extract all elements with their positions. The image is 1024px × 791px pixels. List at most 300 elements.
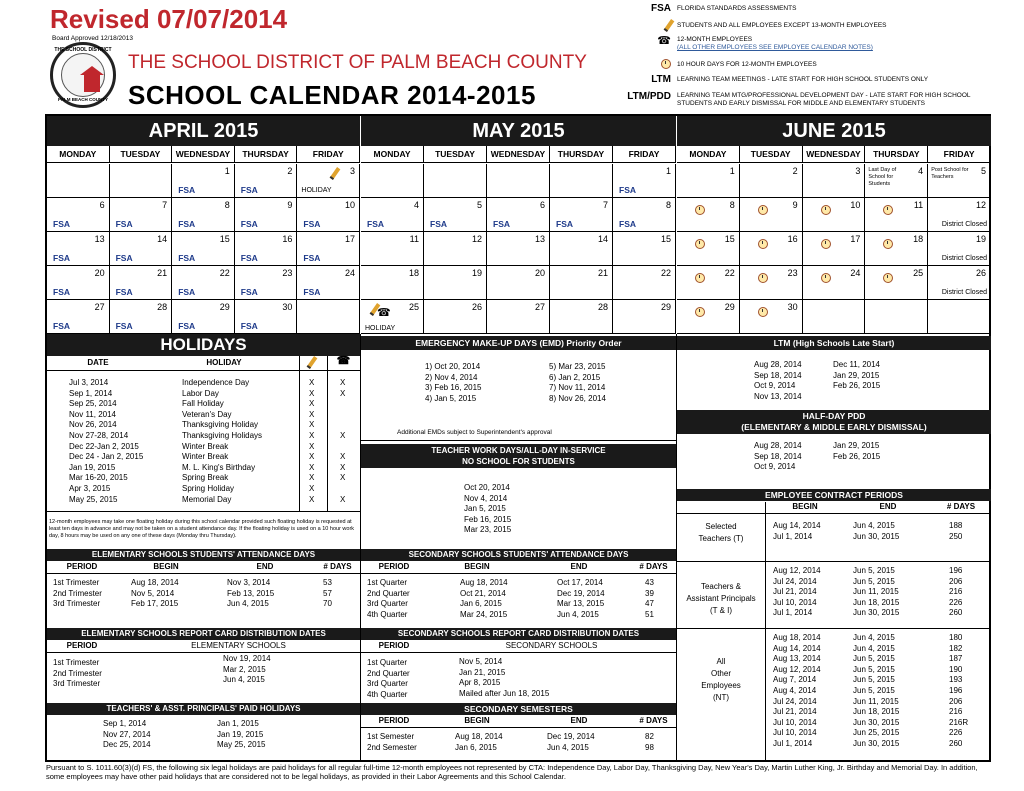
may-weekday: THURSDAY bbox=[550, 146, 613, 163]
table-text: Aug 12, 2014 Jul 24, 2014 Jul 21, 2014 Jul 10, 2014 Jul 1, 2014 bbox=[773, 566, 821, 618]
day-number: 2 bbox=[792, 166, 798, 176]
day-number: 8 bbox=[729, 200, 735, 210]
table-text: Nov 19, 2014 Mar 2, 2015 Jun 4, 2015 bbox=[223, 654, 271, 685]
day-number: 8 bbox=[665, 200, 671, 210]
may-day-cell bbox=[487, 266, 550, 300]
fsa-badge: FSA bbox=[240, 287, 258, 297]
clock-icon bbox=[695, 307, 705, 317]
table-text: BEGIN bbox=[792, 502, 818, 511]
april-day-cell bbox=[172, 266, 235, 300]
halfday-title: HALF-DAY PDD (ELEMENTARY & MIDDLE EARLY DISMISSAL) bbox=[677, 410, 991, 434]
table-text: SECONDARY SCHOOLS bbox=[505, 641, 598, 650]
day-number: 25 bbox=[408, 302, 419, 312]
holiday-names: Independence Day Labor Day Fall Holiday Veteran's Day Thanksgiving Holiday Thanksgiving Holidays Winter Break Winter Break M. L. King's Birthday Spring Break Spring Holiday Memorial Day bbox=[182, 378, 263, 504]
april-day-cell bbox=[110, 266, 173, 300]
table-text: All Other Employees (NT) bbox=[701, 657, 741, 702]
district-name: THE SCHOOL DISTRICT OF PALM BEACH COUNTY bbox=[128, 52, 587, 73]
table-text: Selected Teachers (T) bbox=[698, 522, 744, 543]
clock-icon bbox=[695, 239, 705, 249]
day-number: 21 bbox=[157, 268, 168, 278]
april-day-cell bbox=[297, 198, 360, 232]
table-text: 1st Trimester 2nd Trimester 3rd Trimester bbox=[53, 578, 102, 609]
ltm-title: LTM (High Schools Late Start) bbox=[677, 336, 991, 350]
may-day-cell bbox=[424, 266, 487, 300]
table-text: Nov 5, 2014 Jan 21, 2015 Apr 8, 2015 Mailed after Jun 18, 2015 bbox=[459, 657, 550, 698]
april-day-cell bbox=[172, 232, 235, 266]
day-number: 9 bbox=[287, 200, 293, 210]
april-day-cell bbox=[235, 300, 298, 334]
fsa-badge: FSA bbox=[619, 219, 636, 229]
day-number: 20 bbox=[94, 268, 105, 278]
june-weekday: THURSDAY bbox=[865, 146, 928, 163]
elem-report-title: ELEMENTARY SCHOOLS REPORT CARD DISTRIBUTION DATES bbox=[47, 628, 360, 640]
may-day-cell bbox=[424, 198, 487, 232]
day-number: 28 bbox=[157, 302, 168, 312]
day-number: 11 bbox=[913, 200, 924, 210]
day-number: 4 bbox=[918, 166, 924, 176]
may-day-cell bbox=[487, 198, 550, 232]
divider bbox=[677, 628, 991, 629]
june-day-cell bbox=[677, 164, 740, 198]
april-day-cell bbox=[235, 198, 298, 232]
table-text: Oct 17, 2014 Dec 19, 2014 Mar 13, 2015 Jun 4, 2015 bbox=[557, 578, 605, 619]
day-number: 26 bbox=[471, 302, 482, 312]
table-text: # DAYS bbox=[639, 562, 668, 571]
table-text bbox=[299, 356, 324, 371]
june-day-cell bbox=[803, 232, 866, 266]
table-text: Oct 20, 2014 Nov 4, 2014 Jan 5, 2015 Feb 16, 2015 Mar 23, 2015 bbox=[464, 483, 512, 535]
clock-icon bbox=[883, 273, 893, 283]
calendar-frame bbox=[45, 114, 991, 762]
day-number: 6 bbox=[99, 200, 105, 210]
april-day-cell bbox=[47, 198, 110, 232]
fsa-badge: FSA bbox=[430, 219, 447, 229]
page-title: SCHOOL CALENDAR 2014-2015 bbox=[128, 80, 536, 110]
day-number: 21 bbox=[597, 268, 608, 278]
day-number: 29 bbox=[660, 302, 671, 312]
april-day-cell bbox=[47, 266, 110, 300]
workdays-title: TEACHER WORK DAYS/ALL-DAY IN-SERVICE NO SCHOOL FOR STUDENTS bbox=[361, 444, 676, 468]
may-weekday: MONDAY bbox=[361, 146, 424, 163]
fsa-badge: FSA bbox=[178, 185, 196, 195]
table-text: Jun 4, 2015 Jun 30, 2015 bbox=[853, 521, 900, 541]
fsa-badge: FSA bbox=[240, 321, 258, 331]
table-text: 1st Quarter 2nd Quarter 3rd Quarter 4th Quarter bbox=[367, 658, 410, 699]
day-number: 26 bbox=[975, 268, 986, 278]
day-number: 20 bbox=[534, 268, 545, 278]
day-number: 29 bbox=[219, 302, 230, 312]
table-text: 188 250 bbox=[949, 521, 963, 541]
table-text: PERIOD bbox=[378, 641, 410, 650]
fsa-badge: FSA bbox=[240, 185, 258, 195]
day-number: 13 bbox=[94, 234, 105, 244]
april-day-cell bbox=[110, 198, 173, 232]
table-text: END bbox=[879, 502, 897, 511]
day-number: 7 bbox=[162, 200, 168, 210]
divider bbox=[360, 334, 361, 762]
may-day-cell bbox=[550, 300, 613, 334]
june-day-cell bbox=[865, 164, 928, 198]
pencil-icon bbox=[330, 167, 341, 180]
sec-report-title: SECONDARY SCHOOLS REPORT CARD DISTRIBUTION DATES bbox=[361, 628, 676, 640]
june-day-cell bbox=[677, 266, 740, 300]
divider bbox=[677, 513, 991, 514]
june-weekday: TUESDAY bbox=[740, 146, 803, 163]
clock-icon bbox=[758, 239, 768, 249]
may-day-cell bbox=[361, 198, 424, 232]
divider bbox=[47, 573, 360, 574]
table-text: Aug 18, 2014 Aug 14, 2014 Aug 13, 2014 Aug 12, 2014 Aug 7, 2014 Aug 4, 2014 Jul 24, 2014 Jul 21, 2014 Jul 10, 2014 Jul 10, 2014 Jul 1, 2014 bbox=[773, 633, 821, 748]
june-weekday: MONDAY bbox=[677, 146, 740, 163]
table-text: BEGIN bbox=[464, 562, 490, 571]
divider bbox=[361, 727, 676, 728]
day-number: 5 bbox=[980, 166, 986, 176]
fsa-badge: FSA bbox=[240, 253, 258, 263]
clock-icon bbox=[883, 205, 893, 215]
day-number: 16 bbox=[282, 234, 293, 244]
june-day-cell bbox=[928, 198, 991, 232]
april-day-cell bbox=[297, 232, 360, 266]
day-number: 23 bbox=[787, 268, 798, 278]
divider bbox=[47, 511, 360, 512]
may-day-cell bbox=[487, 232, 550, 266]
table-text: PERIOD bbox=[66, 562, 98, 571]
table-text bbox=[327, 356, 360, 366]
holiday-label: HOLIDAY bbox=[301, 187, 332, 194]
june-day-cell bbox=[677, 198, 740, 232]
june-day-cell bbox=[740, 300, 803, 334]
may-day-cell bbox=[613, 266, 676, 300]
day-number: 16 bbox=[787, 234, 798, 244]
table-text: END bbox=[256, 562, 274, 571]
table-text: 43 39 47 51 bbox=[645, 578, 654, 619]
clock-icon bbox=[821, 205, 831, 215]
june-day-cell bbox=[677, 232, 740, 266]
clock-icon bbox=[758, 307, 768, 317]
june-day-cell bbox=[865, 198, 928, 232]
june-day-cell bbox=[803, 266, 866, 300]
day-number: 18 bbox=[408, 268, 419, 278]
clock-icon bbox=[758, 205, 768, 215]
table-text: # DAYS bbox=[639, 716, 668, 725]
table-text: 196 206 216 226 260 bbox=[949, 566, 963, 618]
june-day-cell bbox=[740, 266, 803, 300]
pencil-icon bbox=[664, 19, 675, 32]
day-number: 30 bbox=[787, 302, 798, 312]
table-text: BEGIN bbox=[153, 562, 179, 571]
table-text: # DAYS bbox=[323, 562, 352, 571]
phone-icon: ☎ bbox=[336, 355, 351, 367]
table-text: Sep 1, 2014 Nov 27, 2014 Dec 25, 2014 bbox=[103, 719, 151, 750]
table-text: BEGIN bbox=[464, 716, 490, 725]
day-number: 14 bbox=[597, 234, 608, 244]
table-text: 1st Trimester 2nd Trimester 3rd Trimester bbox=[53, 658, 102, 689]
semesters-title: SECONDARY SEMESTERS bbox=[361, 703, 676, 715]
june-day-cell bbox=[928, 300, 991, 334]
april-day-cell bbox=[110, 300, 173, 334]
table-text: Jan 1, 2015 Jan 19, 2015 May 25, 2015 bbox=[217, 719, 266, 750]
day-number: 5 bbox=[476, 200, 482, 210]
day-number: 22 bbox=[724, 268, 735, 278]
table-text: 82 98 bbox=[645, 732, 654, 752]
day-number: 15 bbox=[724, 234, 735, 244]
day-number: 14 bbox=[157, 234, 168, 244]
table-text: 180 182 187 190 193 196 206 216 216R 226 260 bbox=[949, 633, 969, 748]
day-number: 18 bbox=[913, 234, 924, 244]
day-number: 23 bbox=[282, 268, 293, 278]
divider bbox=[327, 356, 328, 511]
june-day-cell bbox=[928, 232, 991, 266]
april-day-cell bbox=[297, 266, 360, 300]
divider bbox=[361, 573, 676, 574]
may-day-cell bbox=[550, 198, 613, 232]
divider bbox=[361, 440, 676, 441]
april-weekday: MONDAY bbox=[47, 146, 110, 163]
day-number: 27 bbox=[94, 302, 105, 312]
day-number: 1 bbox=[665, 166, 671, 176]
fsa-badge: FSA bbox=[115, 219, 133, 229]
day-number: 19 bbox=[975, 234, 986, 244]
april-month-title: APRIL 2015 bbox=[47, 116, 360, 146]
district-closed-note: District Closed bbox=[941, 255, 987, 262]
fsa-badge: FSA bbox=[115, 287, 133, 297]
table-text: Aug 18, 2014 Nov 5, 2014 Feb 17, 2015 bbox=[131, 578, 179, 609]
table-text: END bbox=[570, 716, 588, 725]
day-number: 22 bbox=[219, 268, 230, 278]
holidays-title: HOLIDAYS bbox=[47, 334, 360, 356]
day-number: 24 bbox=[850, 268, 861, 278]
day-number: 15 bbox=[660, 234, 671, 244]
june-day-cell bbox=[928, 164, 991, 198]
table-text: 1) Oct 20, 2014 2) Nov 4, 2014 3) Feb 16, 2015 4) Jan 5, 2015 bbox=[425, 362, 482, 403]
day-number: 1 bbox=[729, 166, 735, 176]
fsa-badge: FSA bbox=[53, 287, 70, 297]
day-number: 7 bbox=[602, 200, 608, 210]
april-day-cell bbox=[297, 300, 360, 334]
clock-icon bbox=[758, 273, 768, 283]
day-number: 28 bbox=[597, 302, 608, 312]
clock-icon bbox=[883, 239, 893, 249]
board-approved: Board Approved 12/18/2013 bbox=[52, 35, 133, 42]
may-day-cell bbox=[550, 232, 613, 266]
last-day-note: Last Day of School for Students bbox=[868, 167, 897, 187]
day-number: 12 bbox=[975, 200, 986, 210]
clock-icon bbox=[821, 273, 831, 283]
fsa-badge: FSA bbox=[178, 253, 196, 263]
april-day-cell bbox=[297, 164, 360, 198]
fsa-badge: FSA bbox=[53, 321, 70, 331]
may-day-cell bbox=[613, 198, 676, 232]
fsa-badge: FSA bbox=[240, 219, 258, 229]
table-text: PERIOD bbox=[378, 716, 410, 725]
phone-icon: ☎ bbox=[377, 307, 391, 319]
may-day-cell bbox=[613, 300, 676, 334]
day-number: 11 bbox=[409, 234, 419, 244]
fsa-badge: FSA bbox=[367, 219, 384, 229]
holiday-dates: Jul 3, 2014 Sep 1, 2014 Sep 25, 2014 Nov 11, 2014 Nov 26, 2014 Nov 27-28, 2014 Dec 22-Jan 2, 2015 Dec 24 - Jan 2, 2015 Jan 19, 2015 Mar 16-20, 2015 Apr 3, 2015 May 25, 2015 bbox=[69, 378, 144, 504]
may-day-cell bbox=[550, 164, 613, 198]
may-day-cell bbox=[487, 300, 550, 334]
fsa-badge: FSA bbox=[178, 321, 196, 331]
holiday-pencil-marks: X X X X X X X X X X X X bbox=[309, 378, 315, 504]
divider bbox=[47, 370, 360, 371]
may-day-cell bbox=[361, 266, 424, 300]
table-text: Aug 18, 2014 Jan 6, 2015 bbox=[455, 732, 503, 752]
post-school-note: Post School for Teachers bbox=[931, 167, 969, 180]
holidays-col-holiday: HOLIDAY bbox=[206, 358, 242, 367]
table-text: Aug 14, 2014 Jul 1, 2014 bbox=[773, 521, 821, 541]
fsa-badge: FSA bbox=[115, 253, 133, 263]
june-day-cell bbox=[677, 300, 740, 334]
holidays-col-date: DATE bbox=[87, 358, 109, 367]
may-weekday: WEDNESDAY bbox=[487, 146, 550, 163]
fsa-badge: FSA bbox=[493, 219, 510, 229]
may-weekday: FRIDAY bbox=[613, 146, 676, 163]
table-text: Jun 5, 2015 Jun 5, 2015 Jun 11, 2015 Jun 18, 2015 Jun 30, 2015 bbox=[853, 566, 900, 618]
june-day-cell bbox=[740, 198, 803, 232]
april-weekday: TUESDAY bbox=[110, 146, 173, 163]
june-day-cell bbox=[740, 232, 803, 266]
april-day-cell bbox=[172, 300, 235, 334]
fsa-badge: FSA bbox=[53, 219, 70, 229]
fsa-badge: FSA bbox=[115, 321, 133, 331]
may-day-cell bbox=[613, 164, 676, 198]
june-day-cell bbox=[803, 198, 866, 232]
may-day-cell bbox=[424, 164, 487, 198]
day-number: 8 bbox=[224, 200, 230, 210]
may-day-cell bbox=[487, 164, 550, 198]
fsa-badge: FSA bbox=[303, 287, 321, 297]
fsa-badge: FSA bbox=[619, 185, 636, 195]
day-number: 13 bbox=[534, 234, 545, 244]
day-number: 3 bbox=[855, 166, 861, 176]
divider bbox=[361, 652, 676, 653]
table-text: 5) Mar 23, 2015 6) Jan 2, 2015 7) Nov 11, 2014 8) Nov 26, 2014 bbox=[549, 362, 606, 403]
may-weekday: TUESDAY bbox=[424, 146, 487, 163]
divider bbox=[677, 561, 991, 562]
april-weekday: FRIDAY bbox=[297, 146, 360, 163]
paid-holidays-title: TEACHERS' & ASST. PRINCIPALS' PAID HOLIDAYS bbox=[47, 703, 360, 715]
april-day-cell bbox=[110, 164, 173, 198]
day-number: 29 bbox=[724, 302, 735, 312]
table-text: Aug 28, 2014 Sep 18, 2014 Oct 9, 2014 Nov 13, 2014 bbox=[754, 360, 802, 401]
table-text: PERIOD bbox=[66, 641, 98, 650]
day-number: 3 bbox=[349, 166, 355, 176]
table-text: Nov 3, 2014 Feb 13, 2015 Jun 4, 2015 bbox=[227, 578, 275, 609]
revised-date: Revised 07/07/2014 bbox=[50, 4, 288, 34]
divider bbox=[765, 502, 766, 762]
day-number: 10 bbox=[850, 200, 861, 210]
april-day-cell bbox=[47, 300, 110, 334]
table-text: Aug 28, 2014 Sep 18, 2014 Oct 9, 2014 bbox=[754, 441, 802, 472]
table-text: Aug 18, 2014 Oct 21, 2014 Jan 6, 2015 Mar 24, 2015 bbox=[460, 578, 508, 619]
day-number: 12 bbox=[471, 234, 482, 244]
april-day-cell bbox=[235, 232, 298, 266]
day-number: 6 bbox=[539, 200, 545, 210]
day-number: 4 bbox=[413, 200, 419, 210]
day-number: 24 bbox=[344, 268, 355, 278]
june-weekday: WEDNESDAY bbox=[803, 146, 866, 163]
day-number: 17 bbox=[850, 234, 861, 244]
fsa-badge: FSA bbox=[303, 219, 321, 229]
may-day-cell bbox=[361, 232, 424, 266]
fsa-badge: FSA bbox=[303, 253, 321, 263]
june-day-cell bbox=[865, 266, 928, 300]
june-day-cell bbox=[740, 164, 803, 198]
day-number: 15 bbox=[219, 234, 230, 244]
clock-icon bbox=[695, 205, 705, 215]
may-day-cell bbox=[550, 266, 613, 300]
june-weekday: FRIDAY bbox=[928, 146, 991, 163]
may-day-cell bbox=[424, 300, 487, 334]
divider bbox=[47, 652, 360, 653]
table-text: 1st Quarter 2nd Quarter 3rd Quarter 4th Quarter bbox=[367, 578, 410, 619]
april-day-cell bbox=[172, 198, 235, 232]
may-month-title: MAY 2015 bbox=[361, 116, 676, 146]
fsa-badge: FSA bbox=[556, 219, 573, 229]
emd-title: EMERGENCY MAKE-UP DAYS (EMD) Priority Order bbox=[361, 336, 676, 350]
april-day-cell bbox=[110, 232, 173, 266]
district-closed-note: District Closed bbox=[941, 221, 987, 228]
day-number: 2 bbox=[287, 166, 293, 176]
holiday-label: HOLIDAY bbox=[365, 325, 396, 332]
clock-icon bbox=[821, 239, 831, 249]
april-day-cell bbox=[172, 164, 235, 198]
table-text: Additional EMDs subject to Superintendent's approval bbox=[397, 429, 552, 436]
may-day-cell bbox=[613, 232, 676, 266]
day-number: 19 bbox=[471, 268, 482, 278]
day-number: 1 bbox=[224, 166, 230, 176]
table-text: Dec 19, 2014 Jun 4, 2015 bbox=[547, 732, 595, 752]
contract-title: EMPLOYEE CONTRACT PERIODS bbox=[677, 489, 991, 501]
table-text: 53 57 70 bbox=[323, 578, 332, 609]
april-day-cell bbox=[47, 164, 110, 198]
june-month-title: JUNE 2015 bbox=[677, 116, 991, 146]
fsa-badge: FSA bbox=[53, 253, 70, 263]
pencil-icon bbox=[306, 356, 317, 369]
day-number: 9 bbox=[792, 200, 798, 210]
day-number: 27 bbox=[534, 302, 545, 312]
table-text: Teachers & Assistant Principals (T & I) bbox=[686, 582, 756, 615]
table-text: Jan 29, 2015 Feb 26, 2015 bbox=[833, 441, 881, 461]
june-day-cell bbox=[865, 300, 928, 334]
day-number: 17 bbox=[344, 234, 355, 244]
april-day-cell bbox=[235, 266, 298, 300]
day-number: 30 bbox=[282, 302, 293, 312]
april-day-cell bbox=[47, 232, 110, 266]
may-day-cell bbox=[361, 164, 424, 198]
divider bbox=[299, 356, 300, 511]
june-day-cell bbox=[928, 266, 991, 300]
april-weekday: WEDNESDAY bbox=[172, 146, 235, 163]
sec-attendance-title: SECONDARY SCHOOLS STUDENTS' ATTENDANCE DAYS bbox=[361, 549, 676, 561]
floating-holiday-note: 12-month employees may take one floating holiday during this school calendar provided such floating holiday is requested at least ten days in advance and may not be taken on a student attendance day. If the floating holiday is used on a 10 hour work day, 8 hours may be used on any one of these days (Monday thru Thursday). bbox=[49, 519, 355, 539]
fsa-badge: FSA bbox=[178, 219, 196, 229]
may-day-cell bbox=[424, 232, 487, 266]
footer-note: Pursuant to S. 1011.60(3)(d) FS, the following six legal holidays are paid holidays for all regular full-time 12-month employees not represented by CTA: Independence Day, Labor Day, Thanksgiving Day, New Year's Day, Martin Luther King, Jr. Birthday and Memorial Day. In addition, some employees may have other paid holidays that are considered not to be legal holidays, as provided in their Labor Agreements and this School Calendar. bbox=[46, 763, 978, 781]
day-number: 25 bbox=[913, 268, 924, 278]
april-day-cell bbox=[235, 164, 298, 198]
district-closed-note: District Closed bbox=[941, 289, 987, 296]
table-text: Jun 4, 2015 Jun 4, 2015 Jun 5, 2015 Jun 5, 2015 Jun 5, 2015 Jun 5, 2015 Jun 11, 2015 Jun 18, 2015 Jun 30, 2015 Jun 25, 2015 Jun 30, 2015 bbox=[853, 633, 900, 748]
table-text: 1st Semester 2nd Semester bbox=[367, 732, 417, 752]
april-weekday: THURSDAY bbox=[235, 146, 298, 163]
phone-icon: ☎ bbox=[657, 35, 671, 47]
fsa-badge: FSA bbox=[178, 287, 196, 297]
table-text: Dec 11, 2014 Jan 29, 2015 Feb 26, 2015 bbox=[833, 360, 881, 391]
june-day-cell bbox=[803, 164, 866, 198]
day-number: 22 bbox=[660, 268, 671, 278]
